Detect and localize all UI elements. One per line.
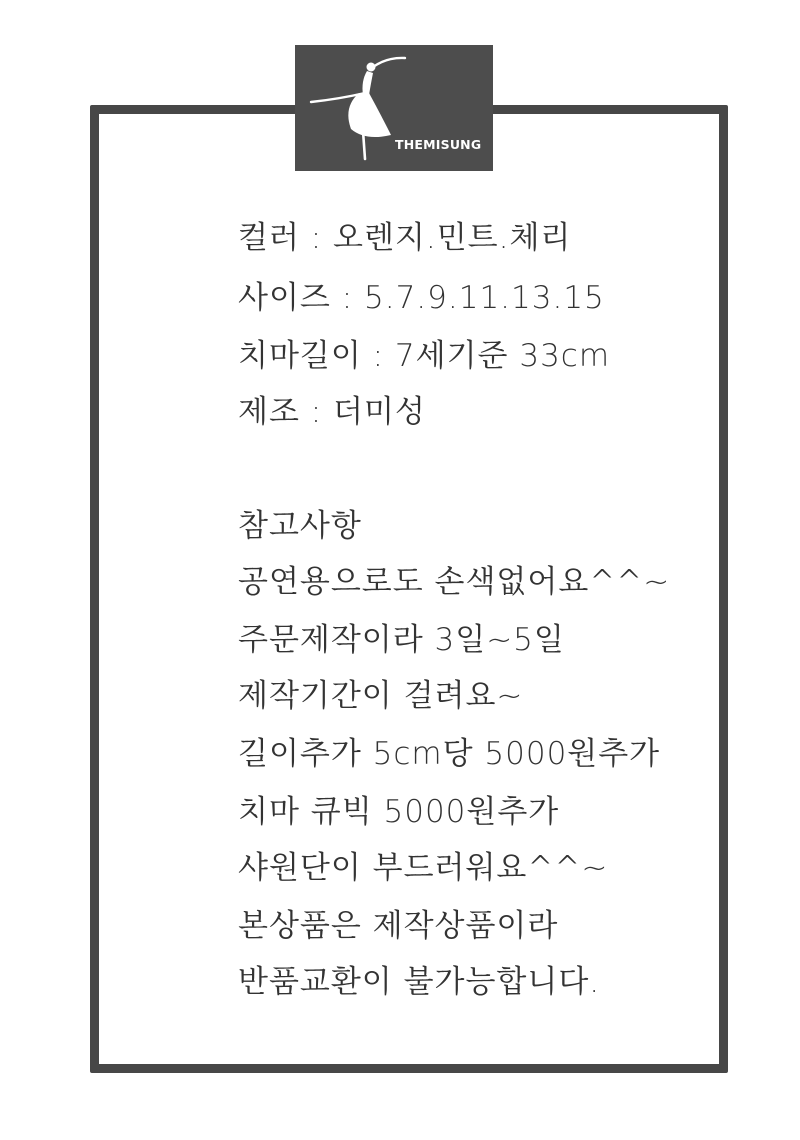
- ballerina-silhouette-icon: [295, 45, 493, 171]
- note-line: 길이추가 5cm당 5000원추가: [238, 736, 661, 772]
- spec-line-skirt-length: 치마길이 : 7세기준 33cm: [238, 338, 611, 374]
- spec-line-manufacturer: 제조 : 더미성: [238, 394, 426, 430]
- note-line: 샤원단이 부드러워요^^~: [238, 850, 609, 886]
- note-line: 제작기간이 걸려요~: [238, 678, 524, 714]
- spec-line-size: 사이즈 : 5.7.9.11.13.15: [238, 280, 605, 316]
- brand-logo: [295, 45, 493, 171]
- brand-name: THEMISUNG: [395, 137, 482, 152]
- notes-heading: 참고사항: [238, 508, 362, 544]
- note-line: 치마 큐빅 5000원추가: [238, 794, 560, 830]
- spec-line-color: 컬러 : 오렌지.민트.체리: [238, 220, 572, 256]
- note-line: 반품교환이 불가능합니다.: [238, 964, 601, 1000]
- note-line: 본상품은 제작상품이라: [238, 908, 559, 944]
- note-line: 주문제작이라 3일~5일: [238, 622, 565, 658]
- note-line: 공연용으로도 손색없어요^^~: [238, 564, 671, 600]
